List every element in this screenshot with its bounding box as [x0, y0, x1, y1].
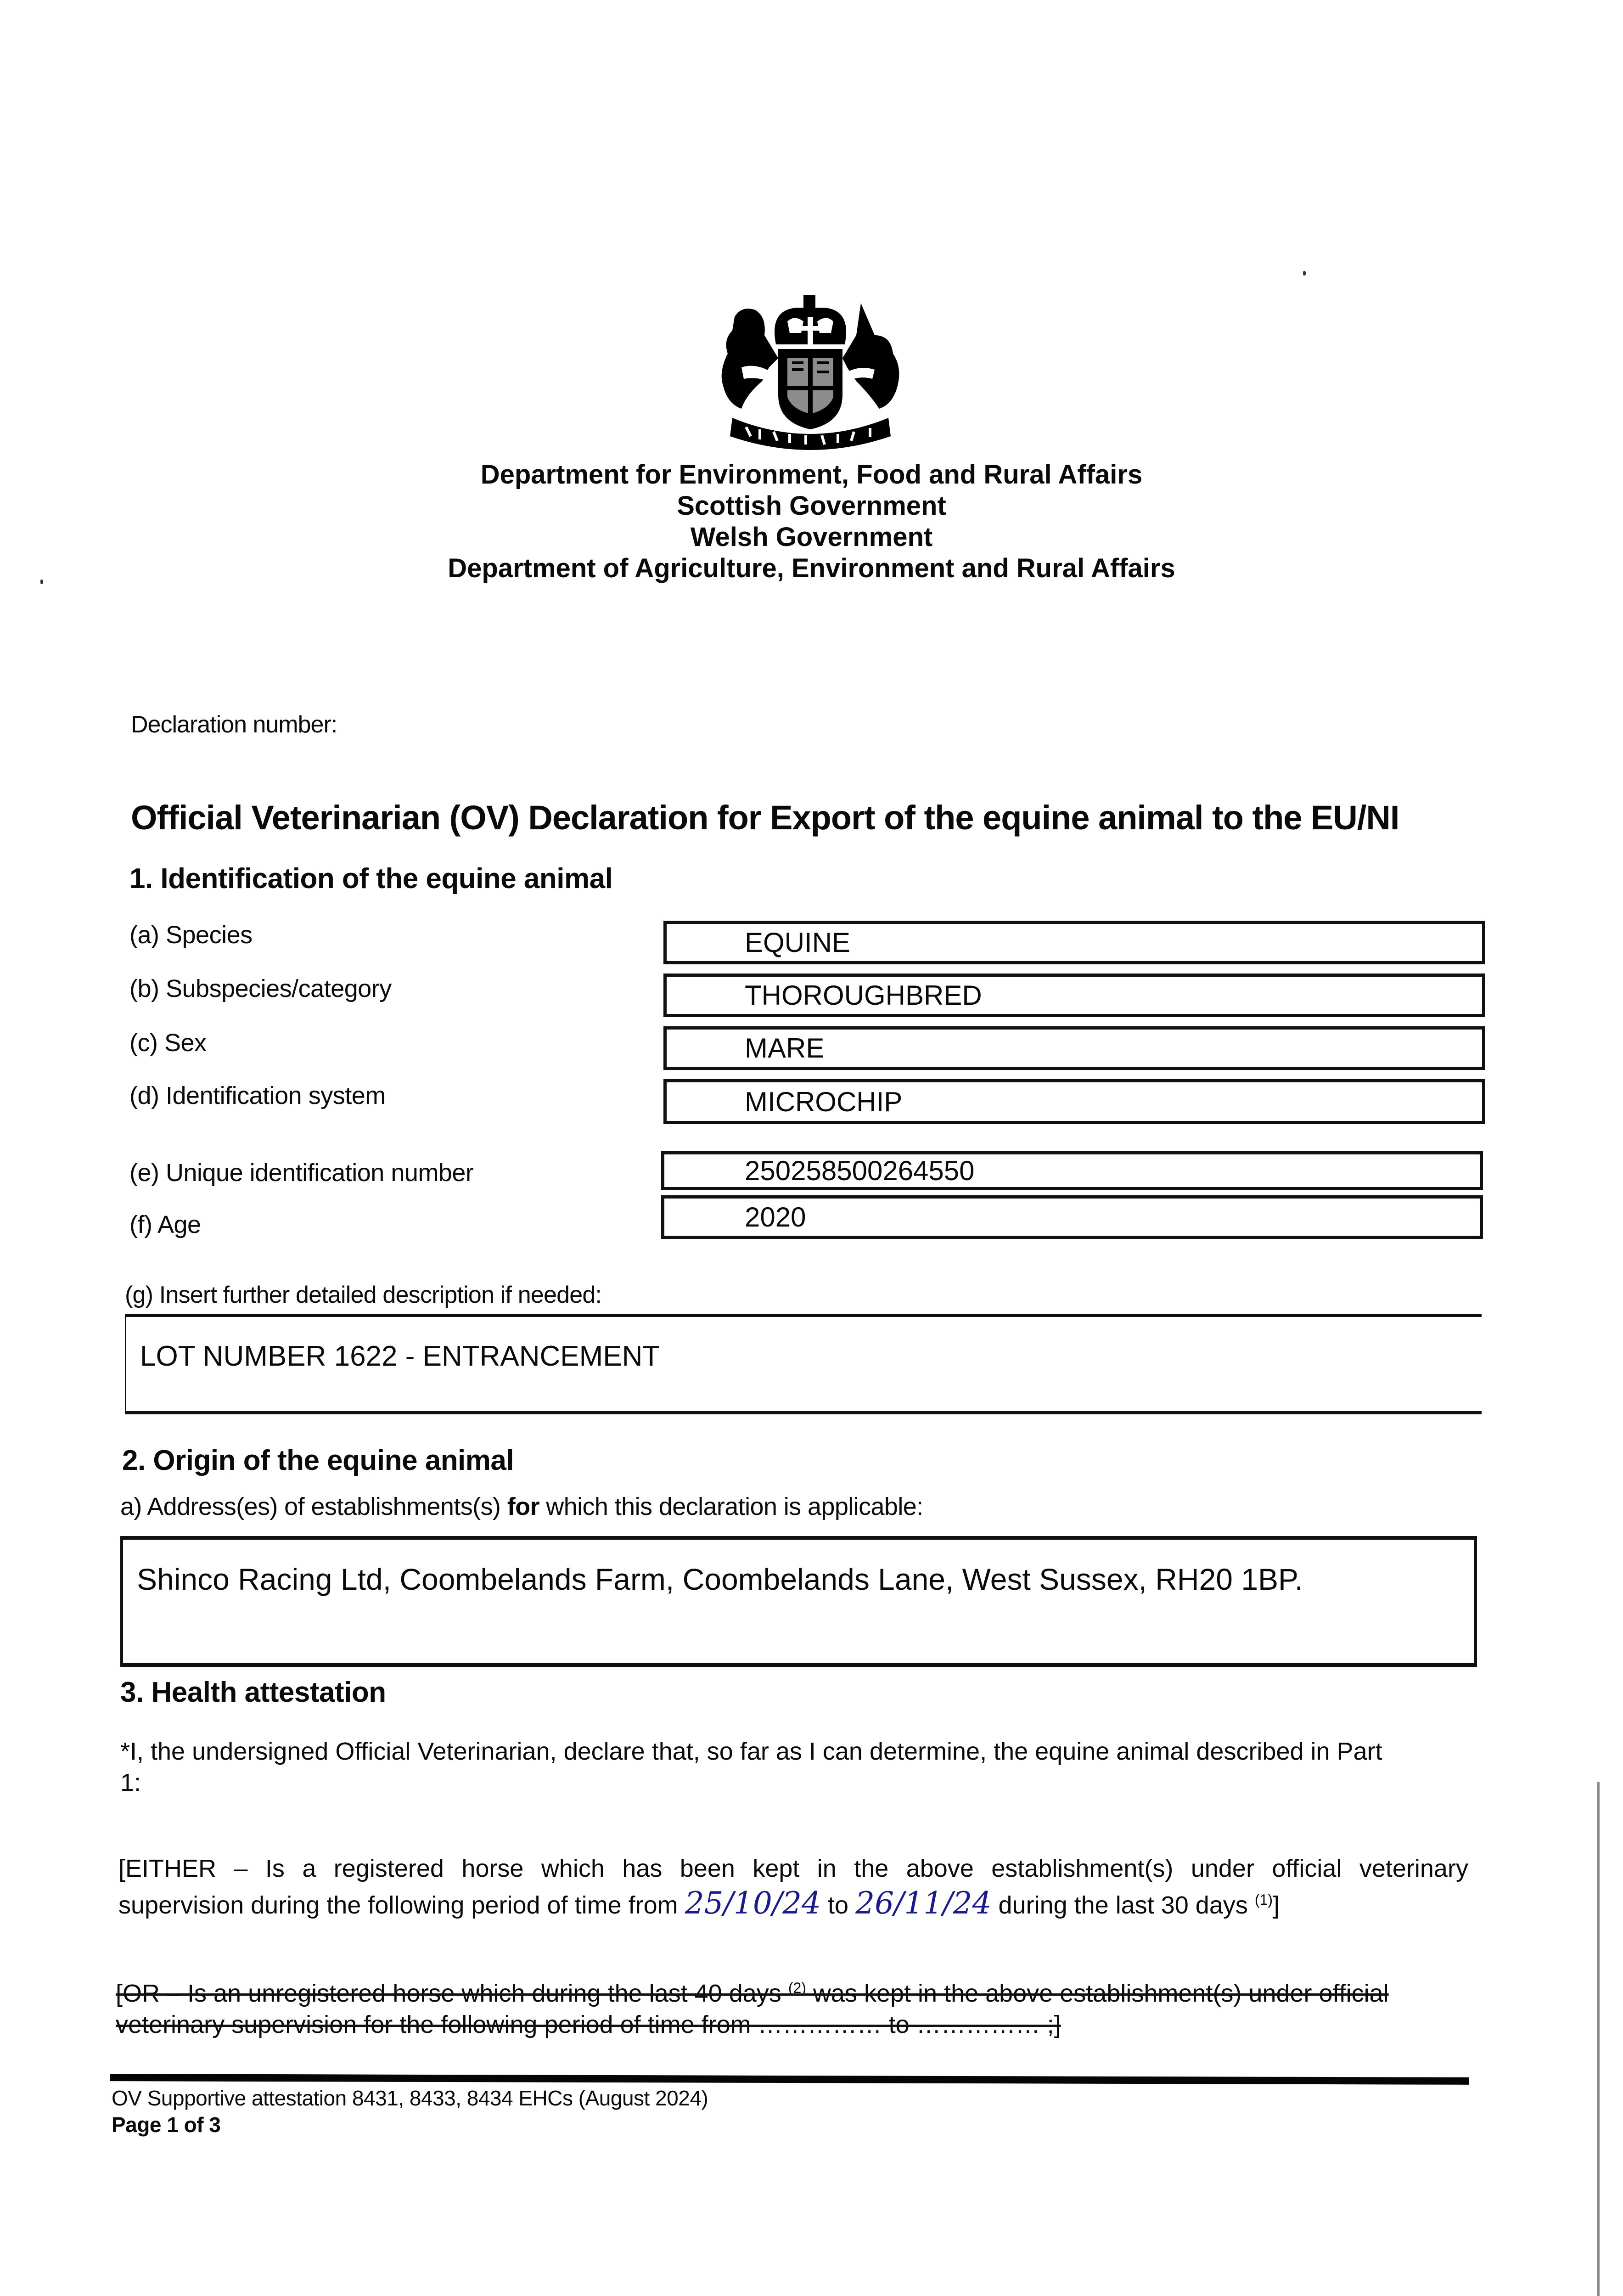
either-word: which [541, 1855, 605, 1882]
footnote-1: (1) [1254, 1891, 1273, 1908]
address-field[interactable] [120, 1536, 1477, 1667]
department-welsh-government: Welsh Government [690, 522, 933, 552]
attestation-intro [120, 1736, 1475, 1798]
attestation-intro-line1: *I, the undersigned Official Veterinarian, declare that, so far as I can determine, the equine animal described in Part [120, 1738, 1382, 1765]
either-word: under [1191, 1855, 1254, 1882]
sex-value: MARE [745, 1033, 825, 1064]
scan-edge-line [1597, 1782, 1600, 2296]
footer [112, 2085, 708, 2138]
section-1-heading: 1. Identification of the equine animal [129, 863, 613, 895]
address-label-bold: for [507, 1493, 539, 1520]
or-text: was kept in the above establishment(s) under official [806, 1980, 1389, 2007]
either-word: horse [461, 1855, 524, 1882]
either-word: veterinary [1359, 1855, 1468, 1882]
address-label-text: which this declaration is applicable: [539, 1493, 923, 1520]
either-word: – [234, 1855, 248, 1882]
sex-field[interactable] [663, 1026, 1485, 1070]
either-word: has [622, 1855, 663, 1882]
either-word: the [854, 1855, 889, 1882]
address-label-text: a) Address(es) of establishments(s) [120, 1493, 507, 1520]
section-2-heading: 2. Origin of the equine animal [122, 1445, 514, 1476]
age-label: (f) Age [129, 1211, 201, 1238]
address-value: Shinco Racing Ltd, Coombelands Farm, Coombelands Lane, West Sussex, RH20 1BP. [137, 1562, 1303, 1596]
date-to-handwritten[interactable]: 26/11/24 [855, 1885, 992, 1921]
department-daera: Department of Agriculture, Environment and Rural Affairs [448, 553, 1175, 583]
date-from-handwritten[interactable]: 25/10/24 [685, 1885, 821, 1921]
footnote-2: (2) [788, 1980, 806, 1996]
either-word: [EITHER [118, 1855, 217, 1882]
footer-page-number: Page 1 of 3 [112, 2113, 221, 2137]
subspecies-field[interactable] [663, 974, 1485, 1017]
either-word: establishment(s) [991, 1855, 1174, 1882]
unique-id-value: 250258500264550 [745, 1155, 975, 1186]
description-label: (g) Insert further detailed description if needed: [125, 1282, 602, 1308]
section-3-heading: 3. Health attestation [120, 1677, 386, 1708]
either-text: supervision during the following period of time from [118, 1891, 685, 1919]
subspecies-value: THOROUGHBRED [745, 980, 982, 1011]
either-word: in [817, 1855, 837, 1882]
either-word: registered [333, 1855, 444, 1882]
either-clause-line2 [118, 1884, 1468, 1921]
or-clause-line2: veterinary supervision for the following period of time from …………… to …………… ;] [116, 2011, 1061, 2038]
department-scottish-government: Scottish Government [677, 491, 946, 521]
either-word: above [906, 1855, 974, 1882]
or-text: [OR – Is an unregistered horse which during the last 40 days [116, 1980, 788, 2007]
either-word: official [1272, 1855, 1342, 1882]
identification-system-label: (d) Identification system [129, 1082, 386, 1109]
either-text: to [821, 1891, 856, 1919]
document-title: Official Veterinarian (OV) Declaration for Export of the equine animal to the EU/NI [131, 799, 1399, 837]
unique-id-label: (e) Unique identification number [129, 1159, 474, 1187]
age-field[interactable] [661, 1195, 1483, 1239]
declaration-number-label: Declaration number: [131, 711, 337, 738]
subspecies-label: (b) Subspecies/category [129, 975, 392, 1002]
either-text: ] [1272, 1891, 1280, 1919]
either-text: during the last 30 days [991, 1891, 1255, 1919]
unique-id-field[interactable] [661, 1151, 1483, 1190]
either-word: kept [753, 1855, 800, 1882]
or-clause-struck [116, 1972, 1389, 2040]
footer-rule [110, 2074, 1469, 2085]
either-word: a [302, 1855, 316, 1882]
either-clause-line1 [118, 1853, 1468, 1884]
either-word: been [680, 1855, 735, 1882]
either-word: Is [265, 1855, 285, 1882]
either-clause [118, 1853, 1468, 1921]
species-field[interactable] [663, 921, 1485, 964]
age-value: 2020 [745, 1202, 806, 1232]
attestation-intro-line2: 1: [120, 1769, 141, 1796]
sex-label: (c) Sex [129, 1029, 207, 1057]
address-label [120, 1492, 923, 1521]
description-value: LOT NUMBER 1622 - ENTRANCEMENT [140, 1340, 660, 1372]
footer-form-reference: OV Supportive attestation 8431, 8433, 8434 EHCs (August 2024) [112, 2086, 708, 2110]
description-field[interactable] [125, 1314, 1482, 1414]
identification-system-field[interactable] [663, 1079, 1485, 1124]
royal-coat-of-arms-icon [709, 289, 911, 450]
species-label: (a) Species [129, 921, 253, 949]
species-value: EQUINE [745, 927, 851, 958]
or-clause-line1 [116, 1972, 1389, 2009]
scan-speck [1303, 271, 1306, 276]
department-defra: Department for Environment, Food and Rural Affairs [480, 460, 1143, 490]
identification-system-value: MICROCHIP [745, 1086, 903, 1117]
